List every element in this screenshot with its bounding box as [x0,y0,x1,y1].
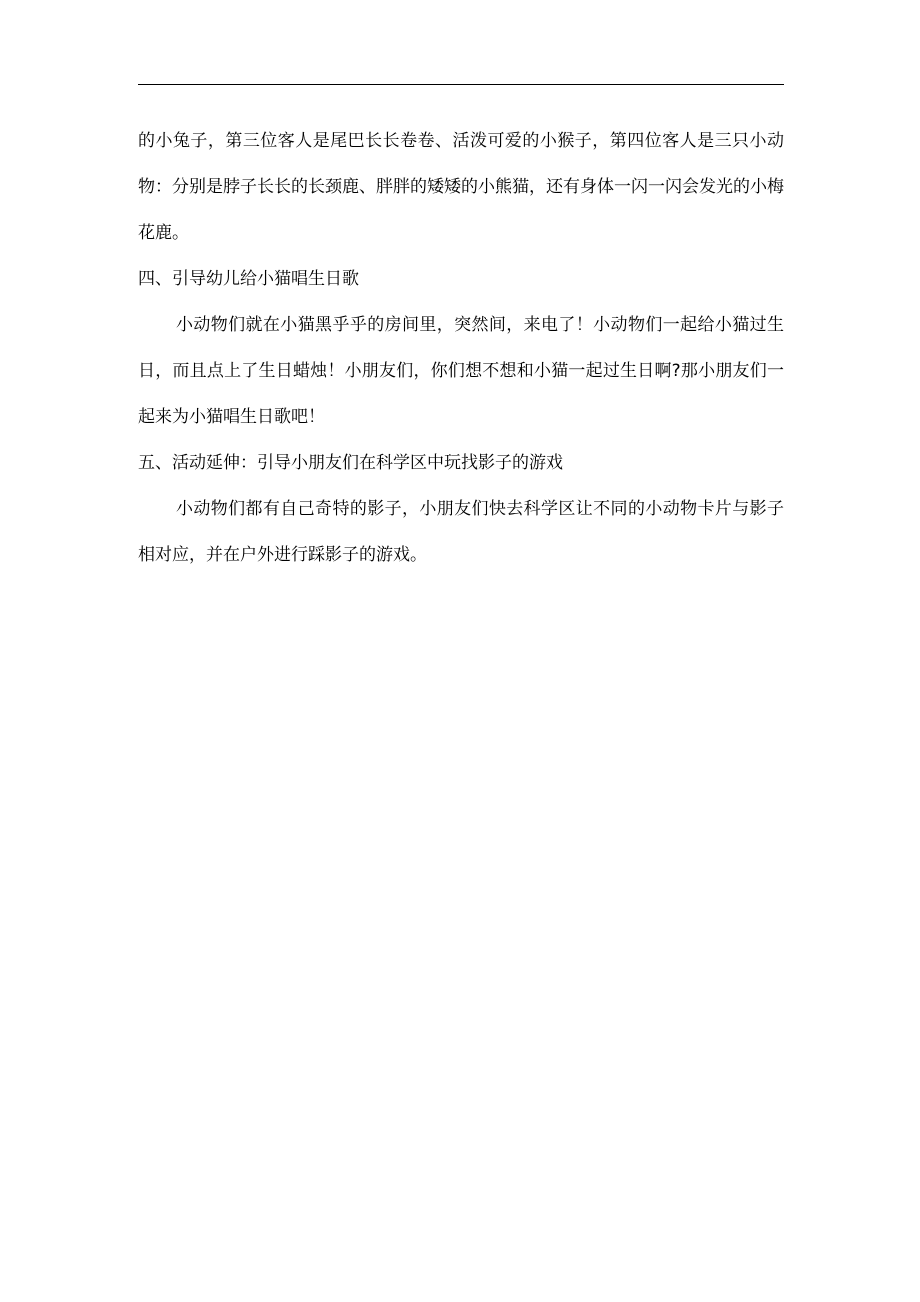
header-rule [138,84,784,85]
paragraph-birthday-song: 小动物们就在小猫黑乎乎的房间里，突然间，来电了！小动物们一起给小猫过生日，而且点上了生日蜡烛！小朋友们，你们想不想和小猫一起过生日啊?那小朋友们一起来为小猫唱生日歌吧！ [138,315,784,427]
paragraph-shadow-game: 小动物们都有自己奇特的影子，小朋友们快去科学区让不同的小动物卡片与影子相对应，并在户外进行踩影子的游戏。 [138,499,784,565]
section-heading-4: 四、引导幼儿给小猫唱生日歌 [138,269,359,289]
document-body [138,118,784,578]
paragraph-intro-continuation: 的小兔子，第三位客人是尾巴长长卷卷、活泼可爱的小猴子，第四位客人是三只小动物：分别是脖子长长的长颈鹿、胖胖的矮矮的小熊猫，还有身体一闪一闪会发光的小梅花鹿。 [138,131,784,243]
section-heading-5: 五、活动延伸：引导小朋友们在科学区中玩找影子的游戏 [138,453,563,473]
